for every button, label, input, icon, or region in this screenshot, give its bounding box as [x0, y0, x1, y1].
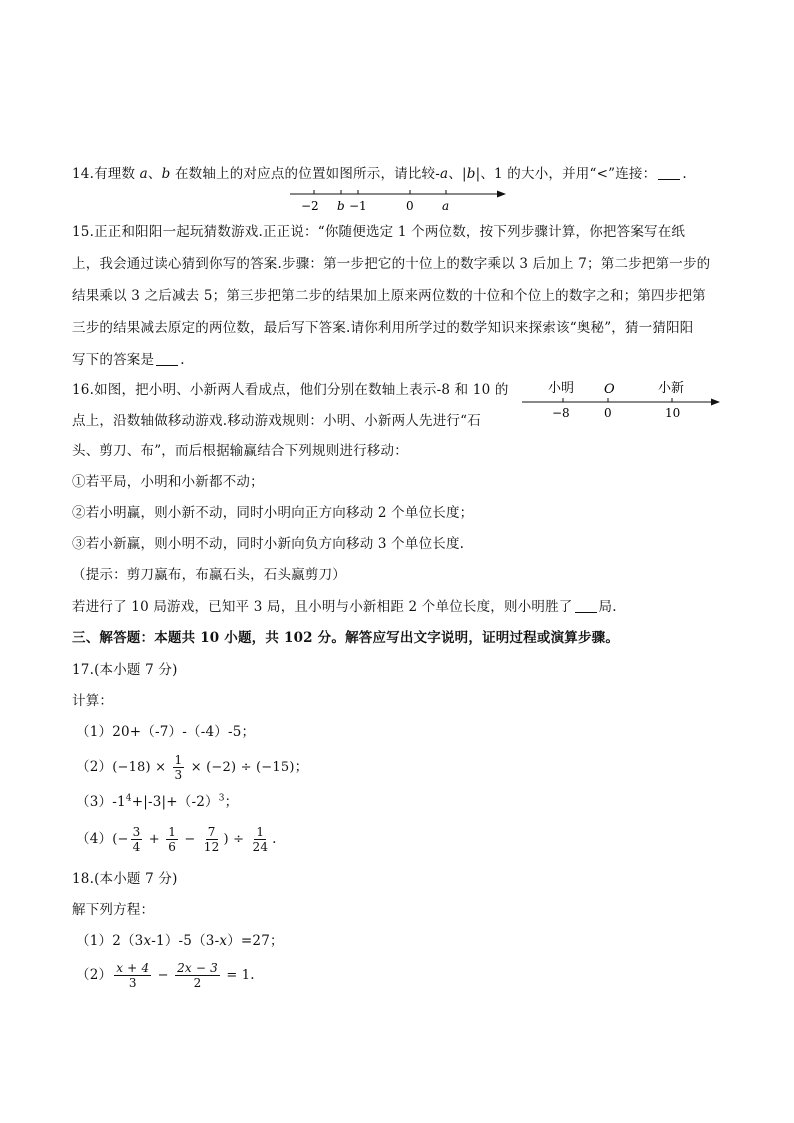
- axis-label-neg2: −2: [301, 199, 319, 213]
- fraction-numerator: 1: [174, 753, 183, 767]
- q14-t4: 、|: [448, 166, 467, 182]
- q18-p1c: ）=27；: [227, 933, 284, 949]
- q17-p4b: (−: [112, 832, 129, 847]
- answer-blank[interactable]: [575, 598, 597, 613]
- q17-p3c: +|-3|+（-2）: [131, 794, 219, 810]
- fraction-numerator: x + 4: [116, 961, 150, 975]
- q16-last-a: 若进行了 10 局游戏，已知平 3 局，且小明与小新相距 2 个单位长度，则小明胜了: [72, 599, 573, 615]
- fraction-denominator: 3: [174, 768, 183, 782]
- fraction: [114, 961, 151, 990]
- q17-p3e: ；: [224, 794, 239, 810]
- q17-part-1: （1）20+（-7）-（-4）-5；: [76, 724, 256, 740]
- fraction-denominator: 2: [193, 976, 202, 990]
- q14-t2: 、: [147, 166, 162, 182]
- fraction-numerator: 7: [207, 825, 216, 839]
- q17-part-3: [76, 792, 238, 812]
- label-xiaoxin: 小新: [658, 381, 685, 396]
- exponent: 4: [125, 793, 132, 804]
- q16-rule-3: ③若小新赢，则小明不动，同时小新向负方向移动 3 个单位长度.: [72, 536, 465, 552]
- fraction: [166, 825, 178, 854]
- q17-p4d: −: [180, 832, 200, 847]
- q15-l5b: .: [180, 352, 185, 368]
- fraction-numerator: 1: [256, 825, 265, 839]
- q15-line-2: 上，我会通过读心猜到你写的答案.步骤：第一步把它的十位上的数字乘以 3 后加上 7；第二步把第一步的: [72, 256, 711, 272]
- q16-line-2: 点上，沿数轴做移动游戏.移动游戏规则：小明、小新两人先进行“石: [72, 413, 481, 429]
- q17-p4f: .: [272, 831, 277, 847]
- fraction: [173, 753, 185, 782]
- q14-text: [72, 164, 687, 184]
- q18-p2c: = 1: [221, 968, 251, 983]
- fraction: [131, 825, 143, 854]
- q16-number-line: [520, 376, 730, 426]
- q18-p1b: -1）-5（3-: [151, 933, 220, 949]
- q18-part-1: [76, 931, 284, 951]
- fraction-denominator: 3: [128, 976, 137, 990]
- q17-p4c: +: [144, 832, 165, 847]
- var-a: a: [440, 166, 449, 182]
- axis-label-a: a: [442, 199, 450, 213]
- q14-number: 14.: [72, 166, 95, 182]
- fraction: [202, 825, 222, 854]
- var-b: b: [161, 166, 171, 182]
- q17-title: 17.(本小题 7 分): [72, 662, 178, 678]
- q16-hint: （提示：剪刀赢布，布赢石头，石头赢剪刀）: [72, 567, 346, 583]
- tick-ten: 10: [665, 406, 681, 420]
- q17-p3a: （3）-1: [76, 794, 126, 810]
- exponent: 3: [218, 793, 225, 804]
- q15-l5a: 写下的答案是: [72, 352, 155, 368]
- label-xiaoming: 小明: [548, 381, 575, 396]
- q16-question: [72, 597, 617, 617]
- var-a: a: [139, 166, 148, 182]
- q15-line-4: 三步的结果减去原定的两位数，最后写下答案.请你利用所学过的数学知识来探索该“奥秘”，猜一猜阳阳: [72, 320, 694, 336]
- q17-p4a: （4）: [76, 831, 113, 847]
- answer-blank[interactable]: [658, 165, 680, 180]
- fraction: [175, 961, 220, 990]
- q18-p2b: −: [153, 968, 174, 983]
- axis-label-zero: 0: [406, 199, 414, 213]
- label-origin-o: O: [604, 382, 615, 397]
- fraction-numerator: 3: [132, 825, 141, 839]
- q18-intro: 解下列方程：: [72, 902, 155, 918]
- q16-rule-2: ②若小明赢，则小新不动，同时小明向正方向移动 2 个单位长度；: [72, 505, 474, 521]
- q15-line-5: [72, 350, 185, 370]
- fraction-denominator: 24: [252, 840, 269, 854]
- q17-part-2: [76, 752, 308, 783]
- q18-p1a: （1）2（3: [76, 933, 144, 949]
- q15-line-1: 15.正正和阳阳一起玩猜数游戏.正正说：“你随便选定 1 个两位数，按下列步骤计算，你把答案写在纸: [72, 224, 686, 240]
- answer-blank[interactable]: [156, 351, 178, 366]
- q14-t3: 在数轴上的对应点的位置如图所示，请比较-: [170, 166, 441, 182]
- q17-p2b: (−18) ×: [112, 760, 171, 775]
- q17-part-4: [76, 824, 277, 855]
- fraction-denominator: 6: [168, 840, 177, 854]
- q17-intro: 计算：: [72, 693, 114, 709]
- q16-rule-1: ①若平局，小明和小新都不动；: [72, 474, 264, 490]
- fraction-denominator: 4: [132, 840, 141, 854]
- q14-end: .: [682, 166, 687, 182]
- q16-last-b: 局.: [598, 599, 617, 615]
- axis-label-neg1: −1: [349, 199, 367, 213]
- fraction-numerator: 1: [168, 825, 177, 839]
- q14-t1: 有理数: [94, 166, 140, 182]
- q14-t5: |、1 的大小，并用“<”连接：: [475, 166, 657, 182]
- var-b: b: [466, 166, 476, 182]
- q18-p2d: .: [250, 967, 255, 983]
- q18-p2a: （2）: [76, 967, 113, 983]
- q17-p2d: ；: [294, 759, 309, 775]
- q18-part-2: [76, 960, 255, 991]
- axis-label-b: b: [337, 199, 345, 213]
- var-x: x: [143, 933, 152, 949]
- fraction-numerator: 2x − 3: [177, 961, 218, 975]
- q17-p2a: （2）: [76, 759, 113, 775]
- section-3-heading: 三、解答题：本题共 10 小题，共 102 分。解答应写出文字说明，证明过程或演算步骤。: [72, 630, 620, 646]
- q16-line-1: 16.如图，把小明、小新两人看成点，他们分别在数轴上表示-8 和 10 的: [72, 382, 509, 398]
- tick-neg8: −8: [552, 406, 570, 420]
- tick-zero: 0: [604, 406, 612, 420]
- q14-number-line: [290, 186, 520, 216]
- fraction-denominator: 12: [203, 840, 220, 854]
- var-x: x: [219, 933, 228, 949]
- q17-p2c: × (−2) ÷ (−15): [186, 760, 295, 775]
- q16-line-3: 头、剪刀、布”，而后根据输赢结合下列规则进行移动：: [72, 443, 408, 459]
- fraction: [251, 825, 271, 854]
- q18-title: 18.(本小题 7 分): [72, 871, 178, 887]
- q15-line-3: 结果乘以 3 之后减去 5；第三步把第二步的结果加上原来两位数的十位和个位上的数字之和；第四步把第: [72, 288, 706, 304]
- q17-p4e: ) ÷: [223, 832, 249, 847]
